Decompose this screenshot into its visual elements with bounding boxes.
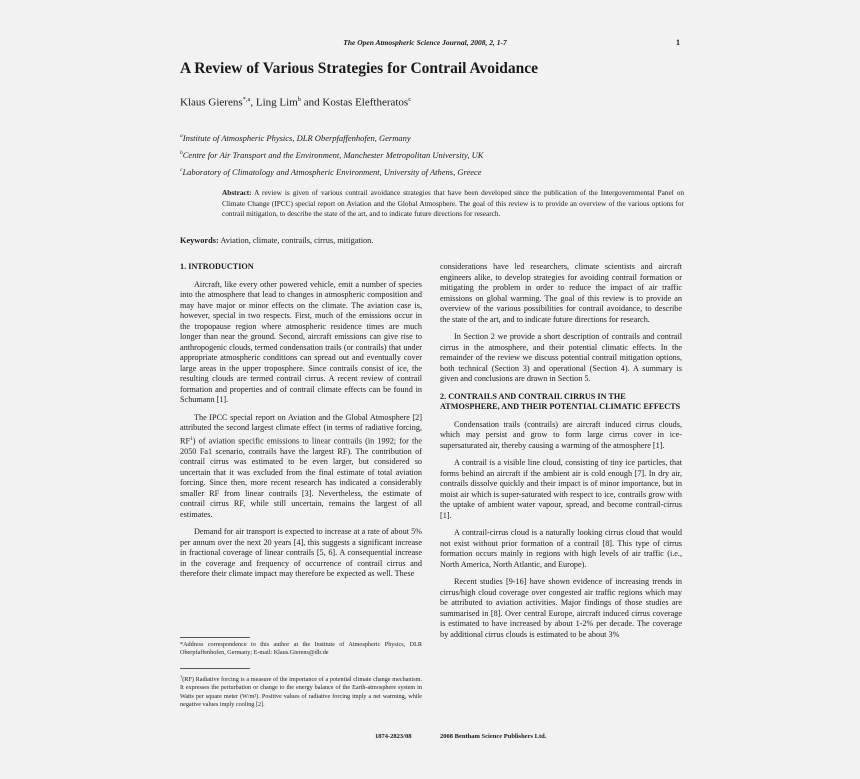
- abstract-label: Abstract:: [222, 188, 252, 197]
- paragraph: Aircraft, like every other powered vehicle, emit a number of species into the atmosphere that lead to changes in atmospheric composition and may have major or minor effects on the climate. The aviation case is, however, special in two respects. First, much of the emissions occur in the tropopause region where atmospheric residence times are much longer than near the ground. Second, aircraft emissions can give rise to anthropogenic clouds, termed condensation trails (or contrails) that under appropriate atmospheric conditions can spread out and eventually cover large areas in the upper troposphere. Since contrails consist of ice, the resulting clouds are termed contrail cirrus. A recent review of contrail formation and properties and of contrail climate effects can be found in Schumann [1].: [180, 279, 422, 404]
- author-affil-mark: c: [408, 96, 412, 103]
- author-affil-mark: b: [297, 96, 301, 103]
- footnote-divider: [180, 668, 250, 669]
- abstract: [222, 188, 684, 220]
- page-number: 1: [676, 38, 680, 47]
- publisher-copyright: 2008 Bentham Science Publishers Ltd.: [440, 733, 547, 740]
- paragraph: [180, 413, 422, 521]
- author-affil-mark: *,a: [242, 96, 251, 103]
- footnote-rf: [180, 673, 422, 709]
- keywords: [180, 236, 373, 245]
- issn: 1874-2823/08: [375, 733, 412, 740]
- paragraph: Condensation trails (contrails) are aircraft induced cirrus clouds, which may persist and grow to form large cirrus cover in ice-supersaturated air, thereby causing a warming of the atmosphere [1].: [440, 419, 682, 450]
- affiliation-mark: a: [180, 133, 183, 140]
- affiliation-mark: c: [180, 167, 183, 174]
- footnote-mark: 1: [190, 435, 193, 442]
- affiliation-text: Institute of Atmospheric Physics, DLR Oberpfaffenhofen, Germany: [182, 133, 411, 143]
- affiliation-b: [180, 150, 483, 160]
- paragraph: A contrail-cirrus cloud is a naturally looking cirrus cloud that would not exist without prior formation of a contrail [8]. This type of cirrus formation occurs mainly in regions with high levels of air traffic (i.e., North America, North Atlantic, and Europe).: [440, 528, 682, 569]
- left-column: [180, 262, 422, 587]
- abstract-text: A review is given of various contrail avoidance strategies that have been developed since the publication of the Intergovernmental Panel on Climate Change (IPCC) special report on Aviation and the Global Atmosphere. The goal of this review is to provide an overview of the various options for contrail mitigation, to describe the state of the art, and to indicate future directions for research.: [222, 188, 684, 219]
- paper-title: A Review of Various Strategies for Contrail Avoidance: [180, 60, 539, 77]
- author-name: and Kostas Eleftheratos: [301, 96, 409, 109]
- footnote-mark: 1: [180, 674, 183, 679]
- right-column: [440, 262, 682, 647]
- footnote-text: (RF) Radiative forcing is a measure of the importance of a potential climate change mechanism. It expresses the perturbation or change to the energy balance of the Earth-atmosphere system in Watts per square meter (W/m²). Positive values of radiative forcing imply a net warming, while negative values imply cooling [2].: [180, 676, 422, 708]
- paragraph: In Section 2 we provide a short description of contrails and contrail cirrus in the atmosphere, and their potential climatic effects. In the remainder of the review we discuss potential contrail mitigation options, both technical (Section 3) and operational (Section 4). A summary is given and conclusions are drawn in Section 5.: [440, 332, 682, 383]
- paragraph-text: The IPCC special report on Aviation and the Global Atmosphere [2] attributed the second largest climate effect (in terms of radiative forcing, RF: [180, 412, 422, 446]
- paragraph: considerations have led researchers, climate scientists and aircraft engineers alike, to develop strategies for avoiding contrail formation or mitigating the problem in order to reduce the impact of air traffic emissions on global warming. The goal of this review is to provide an overview of the various possibilities for contrail avoidance, to describe the state of the art, and to indicate future directions for research.: [440, 262, 682, 324]
- keywords-label: Keywords:: [180, 236, 219, 245]
- paragraph: Recent studies [9-16] have shown evidence of increasing trends in cirrus/high cloud coverage over congested air traffic regions which may be attributed to aviation activities. Major findings of those studies are summarised in [8]. Over central Europe, aircraft induced cirrus coverage is estimated to have increased by about 1-2% per decade. The coverage by additional cirrus clouds is estimated to be about 3%: [440, 577, 682, 639]
- author-name: , Ling Lim: [250, 96, 298, 109]
- affiliation-c: [180, 167, 482, 177]
- footnote-corresponding: *Address correspondence to this author at the Institute of Atmospheric Physics, DLR Oberpfaffenhofen, Germany; E-mail: Klaus.Gierens@dlr.de: [180, 641, 422, 657]
- keywords-text: Aviation, climate, contrails, cirrus, mitigation.: [218, 236, 374, 245]
- author-name: Klaus Gierens: [180, 96, 243, 109]
- affiliation-text: Laboratory of Climatology and Atmospheric Environment, University of Athens, Greece: [182, 167, 482, 177]
- affiliation-mark: b: [180, 150, 183, 157]
- section-heading: 1. INTRODUCTION: [180, 262, 254, 271]
- running-head: The Open Atmospheric Science Journal, 2008, 2, 1-7: [343, 38, 507, 47]
- paragraph: A contrail is a visible line cloud, consisting of tiny ice particles, that forms behind an aircraft if the ambient air is cold enough [7]. In dry air, contrails dissolve quickly and their impact is of minor importance, but in moist air which is super-saturated with respect to ice, contrails grow with the uptake of ambient water vapour, spread, and become contrail-cirrus [1].: [440, 458, 682, 520]
- paragraph-text: ) of aviation specific emissions to linear contrails (in 1992; for the 2050 Fa1 scenario, contrails have the largest RF). The contribution of contrail cirrus was estimated to be even larger, but considered so uncertain that it was excluded from the final estimate of total aviation forcing. Since then, more recent research has indicated a considerably smaller RF from linear contrails [3]. Nevertheless, the estimate of contrail cirrus RF, while still uncertain, remains the largest of all estimates.: [180, 436, 422, 519]
- section-heading: 2. CONTRAILS AND CONTRAIL CIRRUS IN THE ATMOSPHERE, AND THEIR POTENTIAL CLIMATIC EFFECTS: [440, 391, 681, 411]
- author-list: [180, 96, 411, 109]
- affiliation-text: Centre for Air Transport and the Environment, Manchester Metropolitan University, UK: [182, 150, 484, 160]
- footnote-divider: [180, 637, 250, 638]
- paragraph: Demand for air transport is expected to increase at a rate of about 5% per annum over the next 20 years [4], this suggests a significant increase in fractional coverage of linear contrails [5, 6]. A consequential increase in the coverage and frequency of occurrence of contrail cirrus and therefore their climate impact may therefore be expected as well. These: [180, 527, 422, 579]
- affiliation-a: [180, 133, 411, 143]
